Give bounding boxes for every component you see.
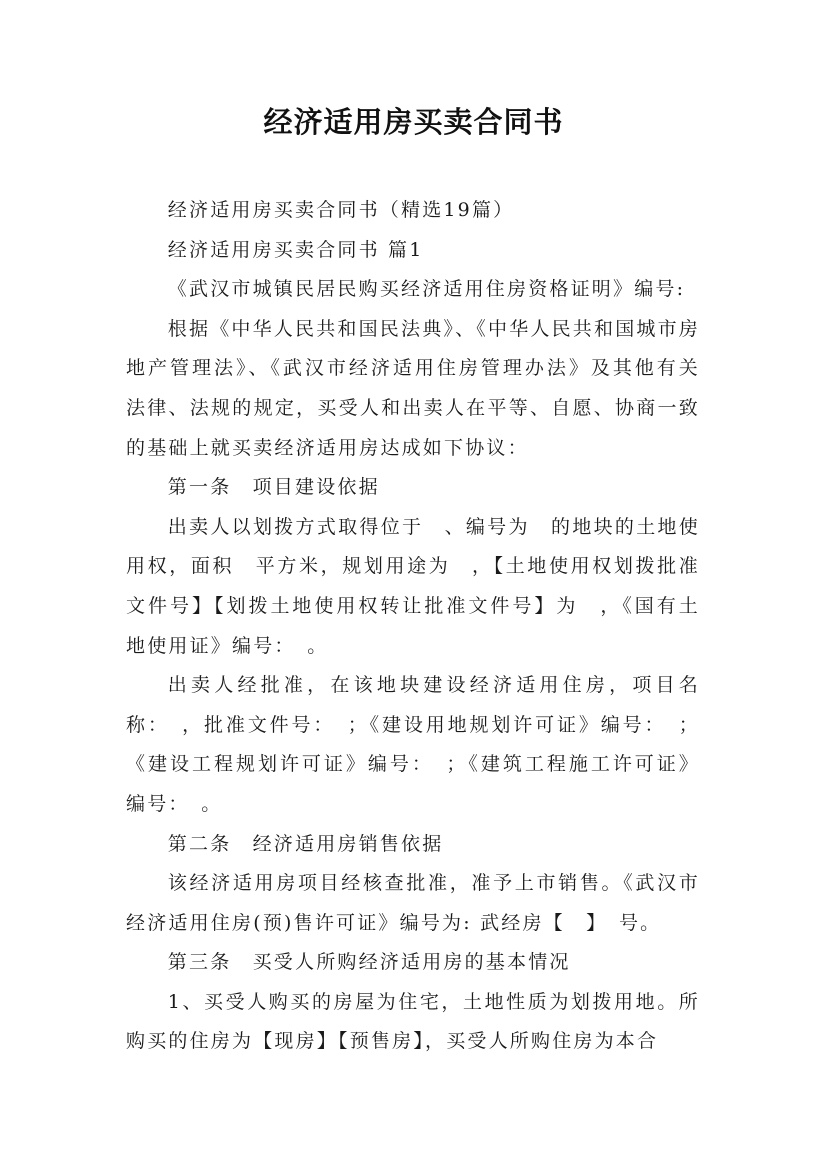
article-2-paragraph: 该经济适用房项目经核查批准，准予上市销售。《武汉市经济适用住房(预)售许可证》编号为: 武经房【 】 号。 bbox=[126, 872, 700, 934]
document-title: 经济适用房买卖合同书 bbox=[263, 105, 564, 139]
article-2-heading: 第二条 经济适用房销售依据 bbox=[167, 832, 444, 855]
article-1-paragraph-permits: 出卖人经批准，在该地块建设经济适用住房，项目名称： ，批准文件号： ；《建设用地规划许可证》编号： ；《建设工程规划许可证》编号： ；《建筑工程施工许可证》编号： 。 bbox=[126, 674, 700, 815]
document-body bbox=[126, 191, 700, 1062]
section-heading-part-1: 经济适用房买卖合同书 篇1 bbox=[167, 238, 424, 261]
preamble-paragraph: 根据《中华人民共和国民法典》、《中华人民共和国城市房地产管理法》、《武汉市经济适用住房管理办法》及其他有关法律、法规的规定，买受人和出卖人在平等、自愿、协商一致的基础上就买卖经济适用房达成如下协议： bbox=[126, 317, 700, 459]
qualification-certificate-line: 《武汉市城镇民居民购买经济适用住房资格证明》编号: bbox=[167, 278, 686, 301]
article-1-heading: 第一条 项目建设依据 bbox=[167, 476, 380, 499]
article-3-heading: 第三条 买受人所购经济适用房的基本情况 bbox=[167, 951, 571, 974]
article-3-paragraph-1: 1、买受人购买的房屋为住宅，土地性质为划拨用地。所购买的住房为【现房】【预售房】，买受人所购住房为本合 bbox=[126, 990, 700, 1053]
article-1-paragraph-land: 出卖人以划拨方式取得位于 、编号为 的地块的土地使用权，面积 平方米，规划用途为 ，【土地使用权划拨批准文件号】【划拨土地使用权转让批准文件号】为 ，《国有土地使用证》编号： 。 bbox=[126, 515, 700, 657]
collection-subtitle: 经济适用房买卖合同书（精选19篇） bbox=[167, 199, 515, 221]
